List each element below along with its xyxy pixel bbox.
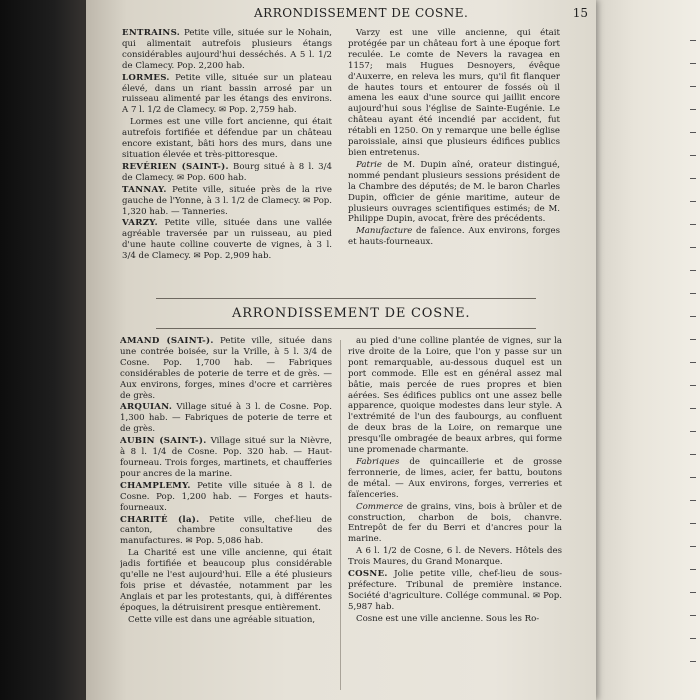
entry-paragraph	[122, 218, 332, 262]
entry-paragraph	[348, 614, 562, 625]
edge-tick	[690, 638, 696, 639]
entry-text: Petite ville située à 8 l. de Cosne. Pop. 1,200 hab. — Forges et hauts-fourneaux.	[120, 480, 332, 513]
entry-lead: Patrie	[356, 159, 382, 170]
entry-heading: AUBIN (SAINT-).	[120, 436, 207, 447]
entry-paragraph	[120, 402, 332, 435]
entry-heading: CHAMPLEMY.	[120, 480, 191, 491]
entry-text: A 6 l. 1/2 de Cosne, 6 l. de Nevers. Hôtels des Trois Maures, du Grand Monarque.	[348, 546, 562, 568]
entry-lead: Fabriques	[356, 456, 400, 467]
entry-paragraph	[122, 117, 332, 161]
entry-paragraph	[120, 548, 332, 613]
entry-text: de M. Dupin aîné, orateur distingué, nommé pendant plusieurs sessions président de la Chambre des députés; de M. le baron Charles Dupin, officier de génie maritime, auteur de plusieurs ouvrages scientifiques estimés; de M. Philippe Dupin, avocat, frère des précédents.	[348, 159, 560, 225]
entry-paragraph	[122, 185, 332, 218]
edge-tick	[690, 63, 696, 64]
entry-paragraph	[348, 546, 562, 568]
section-rule-bottom	[156, 328, 536, 329]
edge-tick	[690, 385, 696, 386]
edge-tick	[690, 132, 696, 133]
entry-paragraph	[120, 336, 332, 401]
top-right-column	[348, 28, 560, 290]
entry-paragraph	[348, 457, 562, 501]
entry-text: La Charité est une ville ancienne, qui était jadis fortifiée et beaucoup plus considérable qu'elle ne l'est aujourd'hui. Elle a été plusieurs fois prise et dévastée, notamment par les Anglais et par les protestants, qui, à différentes époques, la détruisirent presque entièrement.	[120, 548, 332, 613]
edge-tick	[690, 523, 696, 524]
entry-paragraph	[122, 73, 332, 117]
entry-paragraph	[348, 160, 560, 225]
entry-paragraph	[120, 481, 332, 514]
entry-paragraph	[348, 502, 562, 546]
edge-tick	[690, 293, 696, 294]
edge-tick	[690, 477, 696, 478]
entry-paragraph	[122, 162, 332, 184]
entry-text: au pied d'une colline plantée de vignes, sur la rive droite de la Loire, que l'on y passe sur un pont remarquable, au-dessous duquel est un port commode. Elle est en général assez mal bâtie, mais percée de rues propres et bien aérées. Ses édifices publics ont une assez belle apparence, quoique modestes dans leur style. A l'extrémité de l'un des faubourgs, au confluent de deux bras de la Loire, on remarque une presqu'île ombragée de beaux arbres, qui forme une promenade charmante.	[348, 336, 562, 456]
edge-tick	[690, 546, 696, 547]
book-gutter-shadow	[0, 0, 90, 700]
entry-text: Jolie petite ville, chef-lieu de sous-préfecture. Tribunal de première instance. Société d'agriculture. Collége communal. ✉ Pop. 5,987 hab.	[348, 569, 562, 612]
edge-tick	[690, 454, 696, 455]
section-title: ARRONDISSEMENT DE COSNE.	[232, 306, 471, 321]
entry-text: Lormes est une ville fort ancienne, qui était autrefois fortifiée et défendue par un château encore existant, bâti hors des murs, dans une situation élevée et très-pittoresque.	[122, 117, 332, 160]
edge-tick	[690, 86, 696, 87]
entry-text: Cette ville est dans une agréable situation,	[128, 614, 316, 625]
edge-tick	[690, 316, 696, 317]
entry-lead: Manufacture	[356, 226, 413, 237]
entry-text: Petite ville, située dans une contrée boisée, sur la Vrille, à 5 l. 3/4 de Cosne. Pop. 1,700 hab. — Fabriques considérables de poterie de terre et de grès. — Aux environs, forges, mines d'ocre et carrières de grès.	[120, 336, 332, 401]
edge-tick	[690, 339, 696, 340]
edge-tick	[690, 362, 696, 363]
entry-text: Petite ville, située sur un plateau élevé, dans un riant bassin arrosé par un ruisseau alimenté par les étangs des environs. A 7 l. 1/2 de Clamecy. ✉ Pop. 2,759 hab.	[122, 72, 332, 116]
entry-heading: AMAND (SAINT-).	[120, 336, 214, 346]
entry-text: Village situé sur la Nièvre, à 8 l. 1/4 de Cosne. Pop. 320 hab. — Haut-fourneau. Trois forges, martinets, et chaufferies pour ancres de la marine.	[120, 436, 332, 479]
entry-paragraph	[120, 615, 332, 626]
top-left-column	[122, 28, 332, 290]
entry-paragraph	[122, 28, 332, 72]
entry-text: Village situé à 3 l. de Cosne. Pop. 1,300 hab. — Fabriques de poterie de terre et de grès.	[120, 402, 332, 435]
entry-lead: Commerce	[356, 501, 404, 512]
edge-tick	[690, 500, 696, 501]
running-head: ARRONDISSEMENT DE COSNE.	[254, 6, 469, 20]
entry-paragraph	[348, 28, 560, 159]
edge-tick	[690, 569, 696, 570]
entry-text: Petite ville, située sur le Nohain, qui alimentait autrefois plusieurs étangs considérables aujourd'hui desséchés. A 5 l. 1/2 de Clamecy. Pop. 2,200 hab.	[122, 28, 332, 71]
edge-tick	[690, 247, 696, 248]
entry-heading: REVÉRIEN (SAINT-).	[122, 161, 229, 172]
next-page-edge	[590, 0, 700, 700]
edge-tick	[690, 592, 696, 593]
page-number: 15	[572, 6, 588, 20]
edge-tick	[690, 109, 696, 110]
entry-text: Cosne est une ville ancienne. Sous les Ro-	[356, 613, 540, 624]
bottom-right-column	[348, 336, 562, 700]
entry-text: Petite ville, située dans une vallée agréable traversée par un ruisseau, au pied d'une haute colline couverte de vignes, à 3 l. 3/4 de Clamecy. ✉ Pop. 2,909 hab.	[122, 218, 332, 262]
column-divider	[340, 340, 341, 690]
edge-tick	[690, 155, 696, 156]
edge-tick	[690, 661, 696, 662]
entry-paragraph	[348, 569, 562, 613]
entry-heading: VARZY.	[122, 218, 158, 229]
entry-text: Varzy est une ville ancienne, qui était protégée par un château fort à une époque fort reculée. Le comte de Nevers la ravagea en 1157; mais Hugues Desnoyers, évêque d'Auxerre, en releva les murs, qu'il fit flanquer de hautes tours et entourer de fossés où il amena les eaux d'une source qui jaillit encore aujourd'hui sous l'église de Sainte-Eugénie. Le château ayant été incendié par accident, fut rétabli en 1250. On y remarque une belle église paroissiale, ainsi que plusieurs édifices publics bien entretenus.	[348, 28, 560, 158]
entry-heading: CHARITÉ (la).	[120, 514, 200, 525]
entry-paragraph	[120, 515, 332, 548]
entry-heading: TANNAY.	[122, 184, 167, 195]
edge-tick	[690, 201, 696, 202]
entry-heading: ENTRAINS.	[122, 28, 181, 38]
entry-heading: LORMES.	[122, 72, 170, 83]
edge-tick	[690, 270, 696, 271]
entry-text: Petite ville, chef-lieu de canton, chambre consultative des manufactures. ✉ Pop. 5,086 hab.	[120, 514, 332, 547]
section-rule-top	[156, 298, 536, 299]
entry-text: de quincaillerie et de grosse ferronnerie, de limes, acier, fer battu, boutons de métal. — Aux environs, forges, verreries et faïenceries.	[348, 456, 562, 500]
entry-paragraph	[348, 226, 560, 248]
entry-heading: COSNE.	[348, 569, 388, 580]
entry-heading: ARQUIAN.	[120, 402, 173, 413]
entry-paragraph	[348, 336, 562, 456]
edge-tick	[690, 615, 696, 616]
bottom-left-column	[120, 336, 332, 700]
entry-text: de grains, vins, bois à brûler et de construction, charbon de bois, chanvre. Entrepôt de fer du Berri et d'ancres pour la marine.	[348, 501, 562, 545]
edge-tick	[690, 178, 696, 179]
entry-text: Petite ville, située près de la rive gauche de l'Yonne, à 3 l. 1/2 de Clamecy. ✉ Pop. 1,320 hab. — Tanneries.	[122, 184, 332, 217]
edge-tick	[690, 40, 696, 41]
edge-tick	[690, 224, 696, 225]
edge-tick	[690, 431, 696, 432]
book-page	[86, 0, 596, 700]
edge-tick	[690, 408, 696, 409]
entry-paragraph	[120, 436, 332, 480]
entry-text: Bourg situé à 8 l. 3/4 de Clamecy. ✉ Pop. 600 hab.	[122, 161, 332, 183]
entry-text: de faïence. Aux environs, forges et hauts-fourneaux.	[348, 226, 560, 248]
